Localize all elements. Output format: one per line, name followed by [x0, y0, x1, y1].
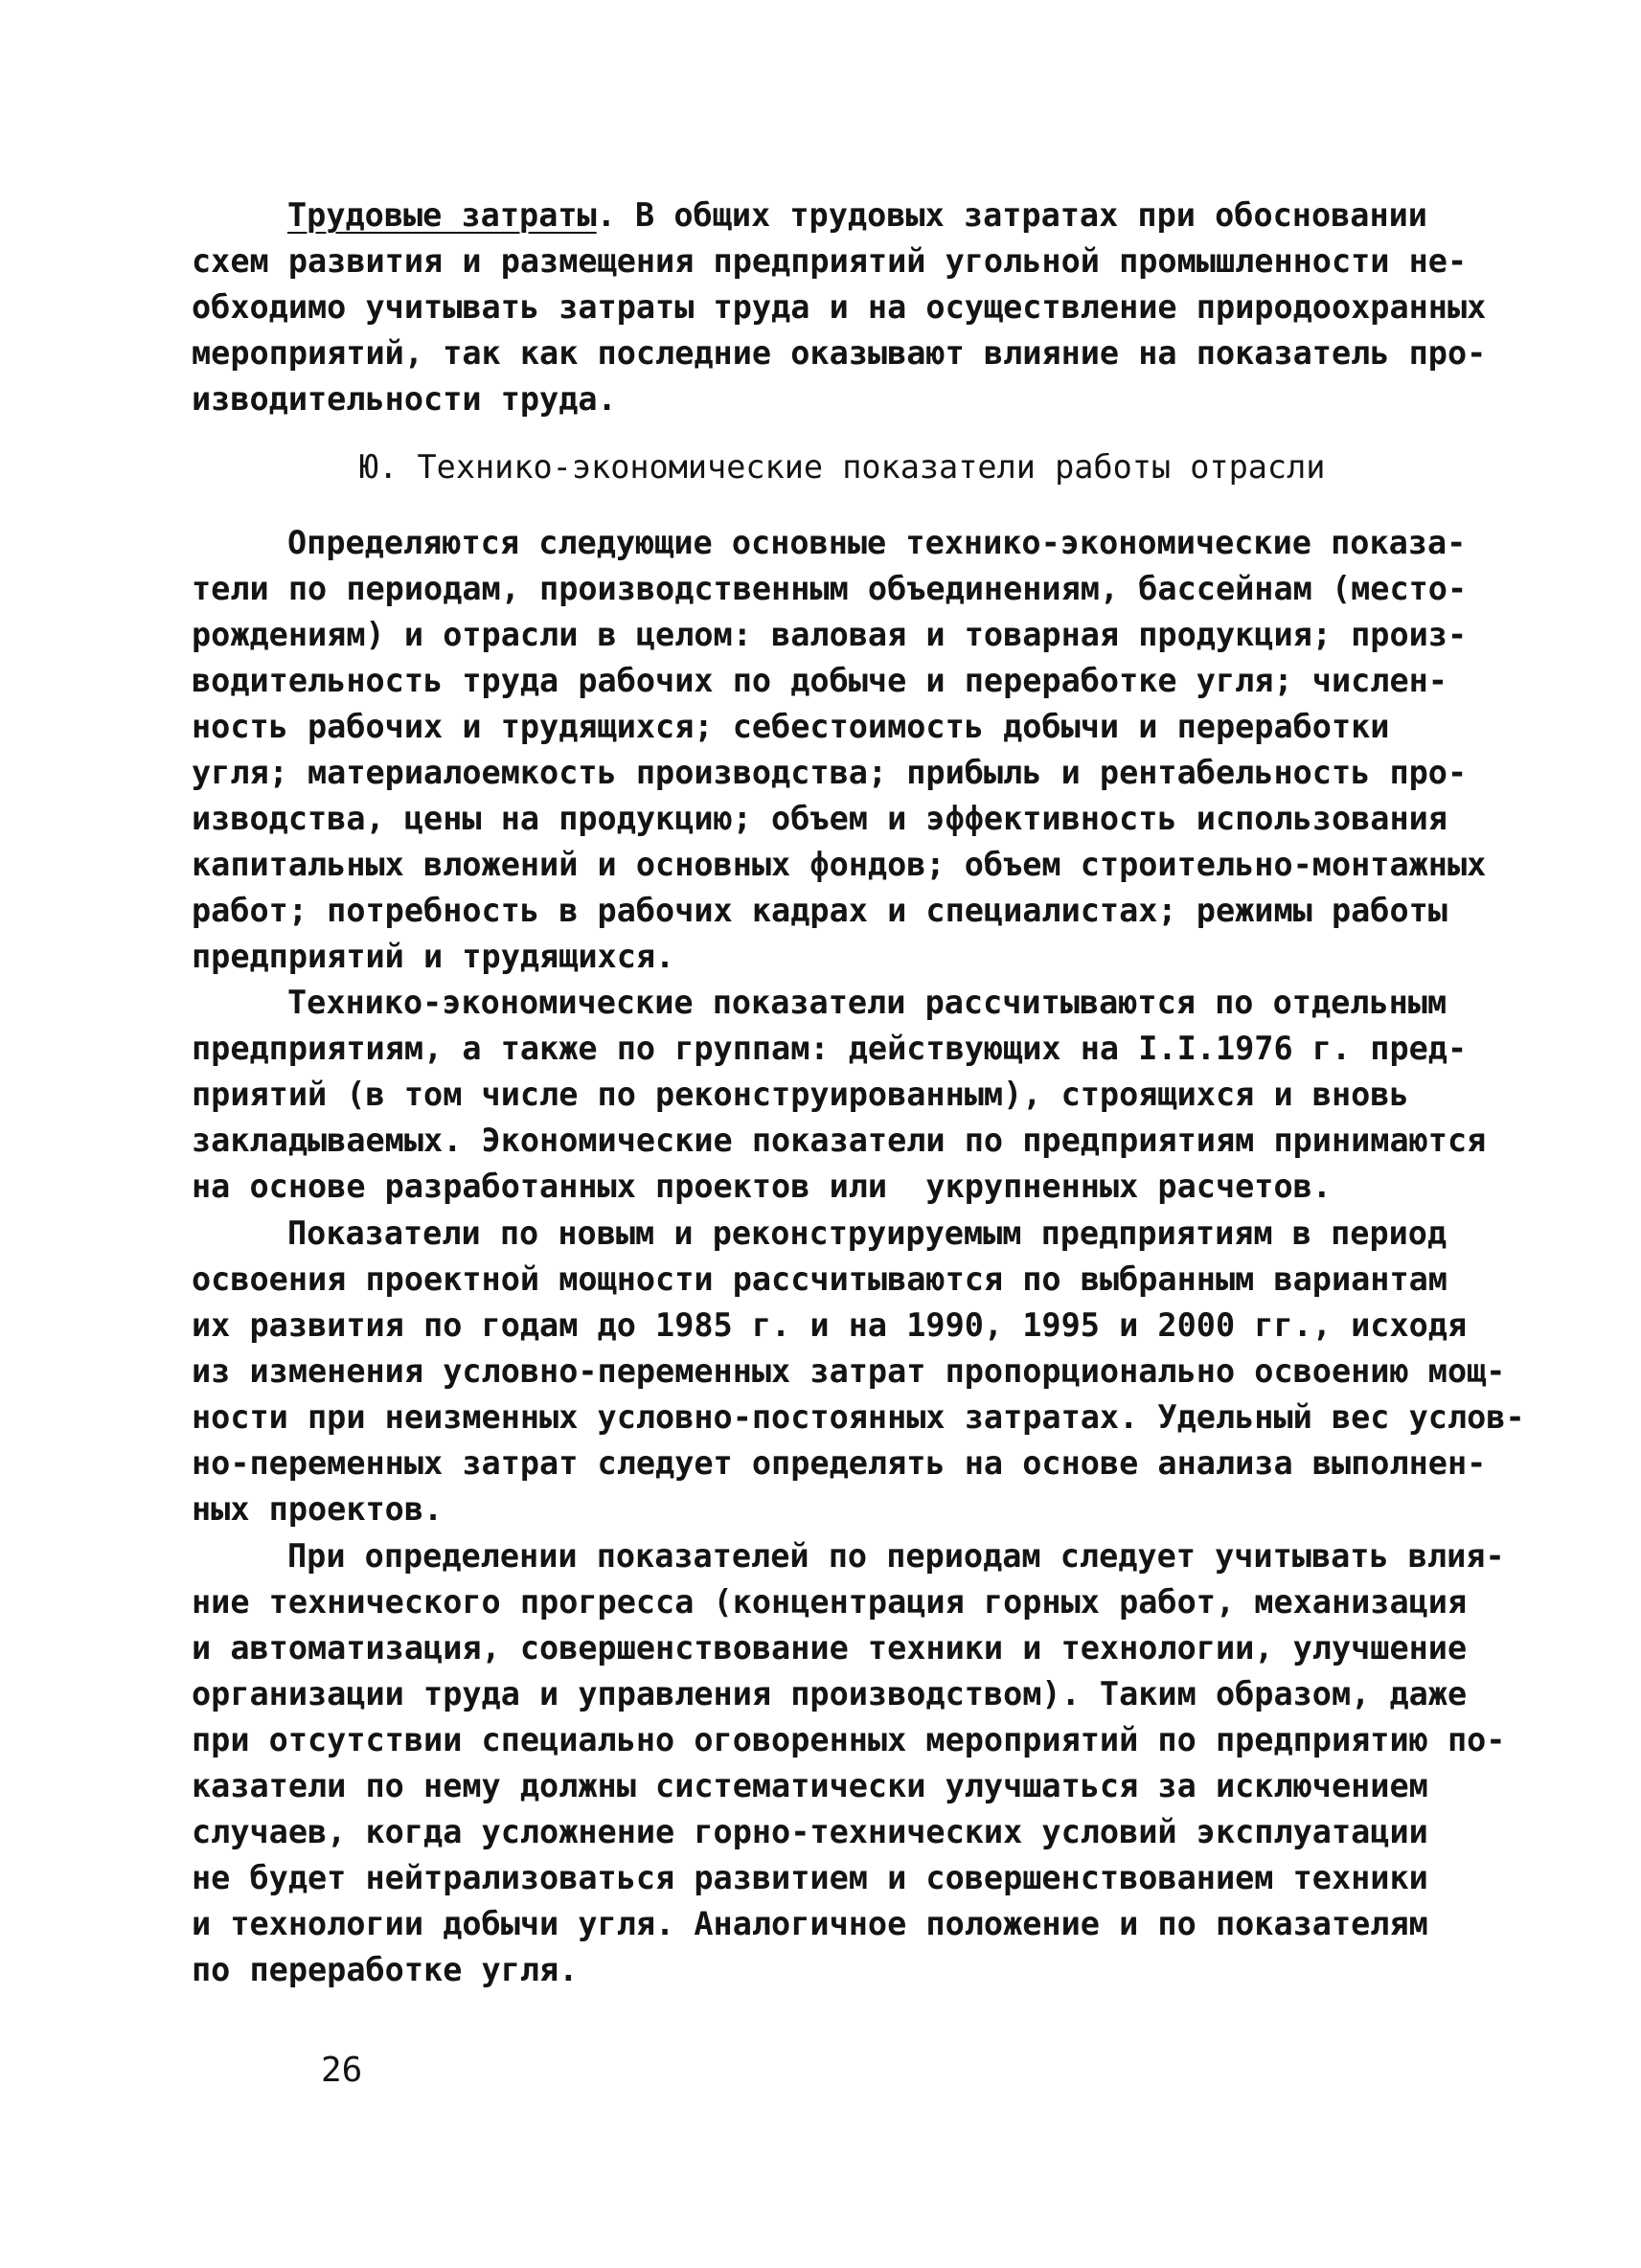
section1-line-4: мероприятий, так как последние оказывают влияние на показатель про-: [192, 334, 1487, 372]
p1-line-8: капитальных вложений и основных фондов; объем строительно-монтажных: [192, 846, 1487, 883]
p3-line-7: ных проектов.: [192, 1490, 444, 1528]
p1-line-1: Определяются следующие основные технико-экономические показа-: [287, 524, 1467, 561]
section1-line-2: схем развития и размещения предприятий угольной промышленности не-: [192, 242, 1468, 280]
p2-line-2: предприятиям, а также по группам: действующих на I.I.1976 г. пред-: [192, 1030, 1468, 1067]
p1-line-3: рождениям) и отрасли в целом: валовая и товарная продукция; произ-: [192, 616, 1468, 653]
section1-line-5: изводительности труда.: [192, 380, 617, 418]
p2-line-1: Технико-экономические показатели рассчитываются по отдельным: [287, 984, 1447, 1021]
p1-line-10: предприятий и трудящихся.: [192, 938, 675, 975]
p2-line-3: приятий (в том числе по реконструированным), строящихся и вновь: [192, 1076, 1409, 1113]
p4-line-6: казатели по нему должны систематически улучшаться за исключением: [192, 1767, 1428, 1804]
p4-line-10: по переработке угля.: [192, 1951, 579, 1988]
p4-line-2: ние технического прогресса (концентрация горных работ, механизация: [192, 1583, 1468, 1621]
p1-line-5: ность рабочих и трудящихся; себестоимость добычи и переработки: [192, 708, 1390, 745]
p3-line-1: Показатели по новым и реконструируемым предприятиям в период: [287, 1214, 1447, 1252]
section1-line-1: [287, 196, 1427, 235]
p4-line-1: При определении показателей по периодам следует учитывать влия-: [287, 1537, 1505, 1575]
p2-line-4: закладываемых. Экономические показатели по предприятиям принимаются: [192, 1122, 1487, 1159]
p1-line-9: работ; потребность в рабочих кадрах и специалистах; режимы работы: [192, 892, 1447, 929]
p4-line-5: при отсутствии специально оговоренных мероприятий по предприятию по-: [192, 1721, 1506, 1758]
p1-line-2: тели по периодам, производственным объединениям, бассейнам (место-: [192, 570, 1468, 607]
p1-line-7: изводства, цены на продукцию; объем и эффективность использования: [192, 800, 1447, 837]
page-number: 26: [321, 2051, 363, 2090]
p3-line-2: освоения проектной мощности рассчитываются по выбранным вариантам: [192, 1260, 1447, 1298]
section1-line-1-rest: . В общих трудовых затратах при обосновании: [596, 196, 1427, 234]
p4-line-8: не будет нейтрализоваться развитием и совершенствованием техники: [192, 1859, 1428, 1896]
p4-line-3: и автоматизация, совершенствование техники и технологии, улучшение: [192, 1629, 1468, 1667]
section1-title: Трудовые затраты: [287, 196, 597, 234]
section1-line-3: обходимо учитывать затраты труда и на осуществление природоохранных: [192, 288, 1487, 326]
p3-line-6: но-переменных затрат следует определять на основе анализа выполнен-: [192, 1444, 1487, 1482]
p4-line-4: организации труда и управления производством). Таким образом, даже: [192, 1675, 1468, 1712]
p1-line-6: угля; материалоемкость производства; прибыль и рентабельность про-: [192, 754, 1468, 791]
p3-line-3: их развития по годам до 1985 г. и на 1990, 1995 и 2000 гг., исходя: [192, 1306, 1468, 1344]
p3-line-4: из изменения условно-переменных затрат пропорционально освоению мощ-: [192, 1352, 1506, 1390]
section-heading: Ю. Технико-экономические показатели работы отрасли: [359, 448, 1326, 486]
p1-line-4: водительность труда рабочих по добыче и переработке угля; числен-: [192, 662, 1447, 699]
p4-line-7: случаев, когда усложнение горно-технических условий эксплуатации: [192, 1813, 1428, 1850]
p2-line-5: на основе разработанных проектов или укрупненных расчетов.: [192, 1168, 1332, 1205]
p4-line-9: и технологии добычи угля. Аналогичное положение и по показателям: [192, 1905, 1428, 1942]
p3-line-5: ности при неизменных условно-постоянных затратах. Удельный вес услов-: [192, 1398, 1525, 1436]
